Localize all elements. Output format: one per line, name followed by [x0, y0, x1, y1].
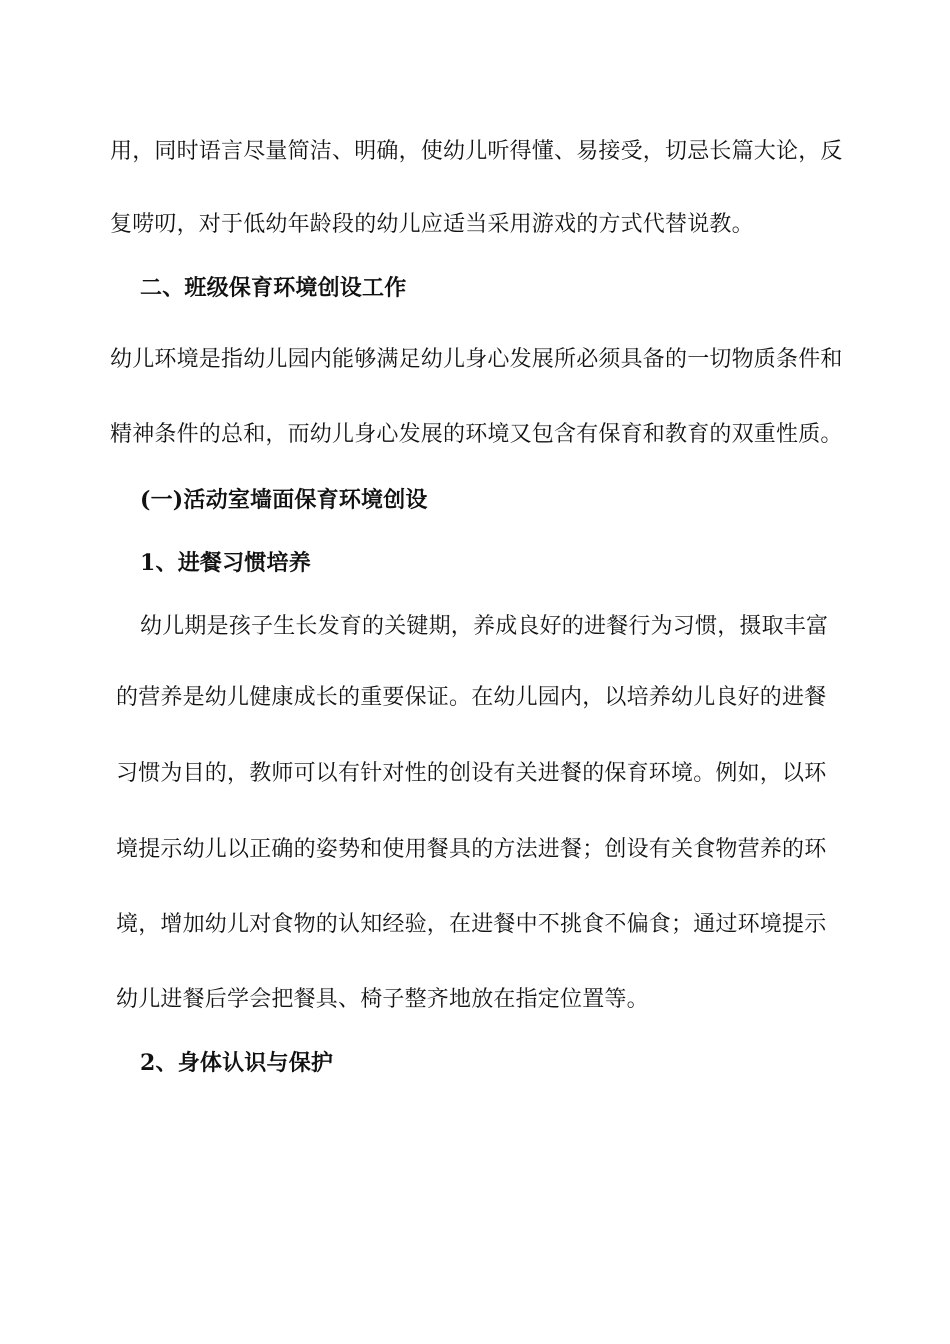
paragraph-line-7: 习惯为目的，教师可以有针对性的创设有关进餐的保育环境。例如，以环 [116, 761, 827, 786]
item-heading-2: 2、身体认识与保护 [140, 1050, 334, 1076]
paragraph-line-4: 精神条件的总和，而幼儿身心发展的环境又包含有保育和教育的双重性质。 [110, 422, 843, 447]
paragraph-line-6: 的营养是幼儿健康成长的重要保证。在幼儿园内，以培养幼儿良好的进餐 [116, 685, 827, 710]
paragraph-line-2: 复唠叨，对于低幼年龄段的幼儿应适当采用游戏的方式代替说教。 [110, 212, 754, 237]
paragraph-line-1: 用，同时语言尽量简洁、明确，使幼儿听得懂、易接受，切忌长篇大论，反 [110, 139, 843, 164]
section-heading-2: 二、班级保育环境创设工作 [140, 275, 407, 301]
item-heading-1: 1、进餐习惯培养 [140, 550, 311, 576]
paragraph-line-5: 幼儿期是孩子生长发育的关键期，养成良好的进餐行为习惯，摄取丰富 [140, 614, 829, 639]
paragraph-line-10: 幼儿进餐后学会把餐具、椅子整齐地放在指定位置等。 [116, 987, 649, 1012]
paragraph-line-9: 境，增加幼儿对食物的认知经验，在进餐中不挑食不偏食；通过环境提示 [116, 912, 827, 937]
subsection-heading-1: (一)活动室墙面保育环境创设 [140, 487, 428, 513]
paragraph-line-8: 境提示幼儿以正确的姿势和使用餐具的方法进餐；创设有关食物营养的环 [116, 837, 827, 862]
paragraph-line-3: 幼儿环境是指幼儿园内能够满足幼儿身心发展所必须具备的一切物质条件和 [110, 347, 843, 372]
